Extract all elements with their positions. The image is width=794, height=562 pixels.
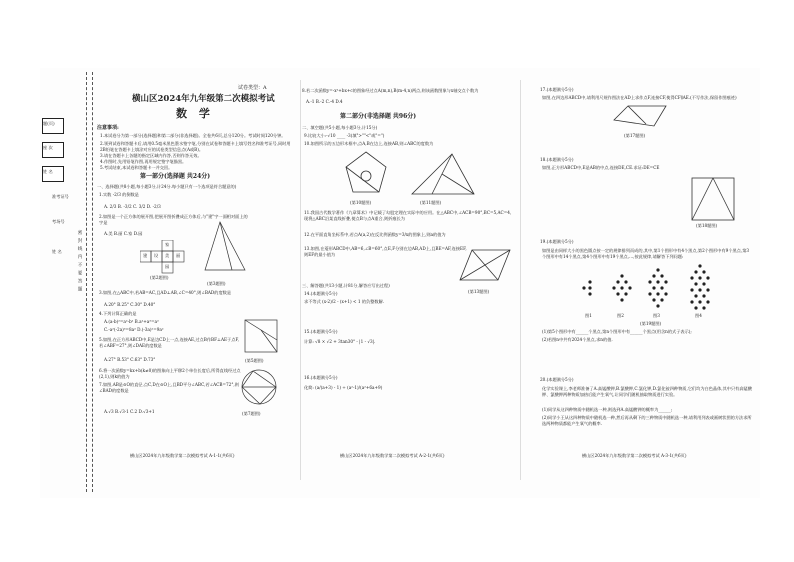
question: 2.如图是一个正方体的展开图,把展开图折叠成正方体后,与"建"字一面相对面上的字是: [99, 214, 248, 225]
page-footer: 横山区2024年九年级数学第二次模拟考试 A-3-1(共6页): [582, 453, 687, 458]
question-head: 19.(本题满分5分): [540, 239, 574, 244]
binding-strip: [40, 70, 90, 490]
notice-item: 5.考试结束,本试卷和答题卡一并交回。: [100, 165, 173, 170]
notice-item: 2.领到试卷和答题卡后,请用0.5毫米黑色墨水签字笔,分别在试卷和答题卡上填写姓名和准考证号,同时用2B铅笔在答题卡上填涂对应的试卷类型信息点(A或B)。: [100, 141, 291, 152]
figure-label: (第18题图): [696, 223, 718, 228]
figure-label: (第3题图): [207, 281, 226, 286]
sub-question: (2)同学小王从这四种物质中随机选一种,然后再从剩下的三种物质中随机选一种,请利用列表或画树状图的方法求所选两种物质都能产生氧气的概率.: [542, 415, 752, 426]
notice-title: 注意事项:: [97, 125, 119, 131]
sub-question: (1)第5个图形中有______个黑点,第n个图形中有______个黑点(用含n的式子表示);: [542, 329, 692, 334]
page-footer: 横山区2024年九年级数学第二次模拟考试 A-2-1(共6页): [340, 453, 445, 458]
question: 5.如图,在正方形ABCD中,E是边CD上一点,连接AE,过点B作BF⊥AE于点F,若∠ABF=27°,则∠DAE的度数是: [99, 337, 239, 348]
part1-heading: 第一部分(选择题 共24分): [140, 173, 211, 180]
cube-char: 丽: [176, 253, 181, 258]
part2-heading: 第二部分(非选择题 共96分): [340, 113, 417, 120]
strip-label: 姓 名: [52, 249, 62, 254]
page-footer: 横山区2024年九年级数学第二次模拟考试 A-1-1(共6页): [130, 453, 235, 458]
options: A.美 B.丽 C.家 D.园: [104, 231, 143, 236]
figure-label: (第19题图): [640, 321, 662, 326]
question: 7.如图,AB是⊙O的直径,点C,D在⊙O上,且BD平分∠ABC,若∠ACB=72°,则∠BAD的度数是: [99, 382, 239, 393]
strip-label: 座 次: [43, 145, 53, 150]
seal-line-notice: 密 封 线 内 不 要 答 题: [77, 230, 82, 293]
options: A.20° B.25° C.30° D.40°: [104, 302, 156, 307]
seal-line: [92, 72, 93, 492]
strip-label: 姓 名: [43, 169, 53, 174]
question: 13.如图,在菱形ABCD中,AB=6,∠B=60°,点E,F分别在边AB,AD上,且BE=AF,连接EF,则EF的最小值为: [304, 246, 467, 257]
question: 求不等式 (x-2)/2 - (x+1) < 1 的负整数解.: [304, 299, 385, 304]
question-head: 15.(本题满分5分): [304, 329, 338, 334]
cube-char: 美: [165, 253, 170, 258]
square-de-ce-figure: [690, 176, 736, 222]
column-divider: [520, 80, 521, 480]
strip-label: 准考证号: [52, 194, 69, 199]
figure-label: (第7题图): [242, 411, 261, 416]
section-heading: 三、解答题(共13小题,计81分,解答应写出过程): [302, 283, 390, 288]
quadrilateral-figure: [610, 104, 670, 130]
figure-label: (第10题图): [350, 200, 372, 205]
figure-label: (第17题图): [624, 133, 646, 138]
notice-item: 1.本试卷分为第一部分(选择题)和第二部分(非选择题)。全卷共6页,总分120分。考试时间120分钟。: [100, 133, 286, 138]
seal-line: [86, 72, 87, 492]
notice-item: 4.作图时,先用铅笔作图,再用规定签字笔描黑。: [100, 159, 187, 164]
notice-item: 3.请在答题卡上各题的指定区域内作答,否则作答无效。: [100, 153, 202, 158]
question: 如图是由同样大小的黑色圆点按一定的规律排列而成的,其中,第1个图形中有4个黑点,第2个图形中有9个黑点,第3个图形中有14个黑点,第4个图形中有19个黑点,...,按此规律,请解答下列问题:: [542, 248, 750, 259]
question-head: 17.(本题满分5分): [540, 87, 574, 92]
options: C.-a²(-2a)³=8a⁵ D.(-3a)²=9a²: [104, 327, 164, 332]
strip-label: 题(页): [43, 121, 55, 126]
question: 4.下列计算正确的是: [99, 311, 137, 316]
question: 10.如图所示的五边形木框中,点A,B在边上,连接AB,则∠ABC的度数为: [304, 141, 434, 146]
question-head: 16.(本题满分5分): [304, 375, 338, 380]
question: 3.如图,在△ABC中,若AB=AC,且AD⊥AB,∠C=40°,则∠BAD的度数是: [99, 290, 232, 295]
question-head: 18.(本题满分5分): [540, 157, 574, 162]
right-triangle-figure: [408, 150, 480, 200]
section-heading: 二、填空题(共5小题,每小题3分,计15分): [302, 125, 378, 130]
pentagon-figure: [342, 150, 390, 200]
question: 计算: √8 × √2 + 3tan30° - |1 - √3|.: [304, 339, 376, 344]
pattern-label: 图4: [695, 313, 702, 318]
options: A. 2/3 B. -3/2 C. 3/2 D. -2/3: [104, 204, 161, 209]
pattern-label: 图2: [617, 313, 624, 318]
figure-label: (第13题图): [468, 289, 490, 294]
subject-title: 数 学: [176, 107, 214, 120]
square-figure: [243, 318, 281, 356]
exam-title: 横山区2024年九年级第二次模拟考试: [132, 94, 275, 104]
strip-label: 考场号: [52, 219, 65, 224]
cube-char: 建: [143, 253, 148, 258]
question: 化简: (a/(a+3) - 1) ÷ (a²-1)/(a²+6a+9): [304, 385, 383, 390]
question: 8.若二次函数y=-x²+bx+c的图象经过点A(m,n),B(m-4,n)两点,则该函数图象与x轴交点个数为: [302, 88, 479, 93]
cube-char: 园: [165, 264, 170, 269]
options: A.√3 B.√3-1 C.2 D.√3+1: [104, 409, 155, 414]
question-head: 20.(本题满分5分): [540, 377, 574, 382]
question: 12.在平面直角坐标系中,若点A(a,2)在反比例函数y=3/x的图象上,则a的值为: [304, 232, 446, 237]
question: 如图,在四边形ABCD中,请利用尺规作图法在AD上求作点F,连接CF,使得CF∥AE.(不写作法,保留作图痕迹): [542, 95, 737, 100]
cube-char: 家: [165, 242, 170, 247]
cube-net-figure: [140, 240, 200, 274]
paper-type: 试卷类型：A: [238, 85, 267, 91]
column-divider: [300, 80, 301, 480]
rhombus-figure: [458, 246, 514, 286]
pattern-label: 图3: [653, 313, 660, 318]
figure-label: (第2题图): [150, 275, 169, 280]
circle-figure: [238, 366, 280, 408]
triangle-figure: [200, 218, 250, 278]
sub-question: (2)若图n中共有2024个黑点,求n的值.: [542, 337, 613, 342]
figure-label: (第11题图): [420, 200, 442, 205]
section-heading: 一、选择题(共8小题,每小题3分,计24分.每小题只有一个选项是符合题意的): [97, 184, 237, 189]
question: 9.比较大小:-√10 ____ -3(填">""<"或"="): [304, 133, 385, 138]
question: 6.将一次函数y=kx+b(k≠0)的图象向上平移2个单位长度后,所得直线经过点(2,1),则k的值为: [99, 368, 241, 379]
pattern-label: 图1: [585, 313, 592, 318]
question: 如图,正方形ABCD中,E是AB的中点,连接DE,CE.求证:DE=CE: [542, 165, 660, 170]
options: A.(a-b)²=a²-b² B.a²+a³=a⁵: [104, 319, 159, 324]
sub-question: (1)同学从这四种物质中随机选一种,则选到A.高锰酸钾的概率为______;: [542, 407, 673, 412]
options: A.27° B.53° C.63° D.73°: [104, 357, 156, 362]
options: A.-1 B.-2 C.-4 D.4: [306, 99, 343, 104]
question: 11.我国古代数学著作《九章算术》中记载了勾股定理在实际中的应用。在△ABC中,∠ACB=90°,BC=5,AC=4,现将△ABC沿某直线折叠,使点B与点A重合,则折痕长为: [304, 210, 512, 221]
cube-char: 设: [154, 253, 159, 258]
question: 1.实数 -2/3 的倒数是: [99, 192, 139, 197]
dot-pattern-figure: [580, 262, 730, 314]
question-head: 14.(本题满分5分): [304, 291, 338, 296]
figure-label: (第5题图): [245, 358, 264, 363]
question: 化学实验课上,李老师准备了A.高锰酸钾,B.氯酸钾,C.氯化钾,D.氯化铵四种物质,它们均为白色晶体,其中只有高锰酸钾、氯酸钾两种物质加热后能产生氧气,让同学们随机抽取物质进行实验。: [542, 386, 752, 397]
